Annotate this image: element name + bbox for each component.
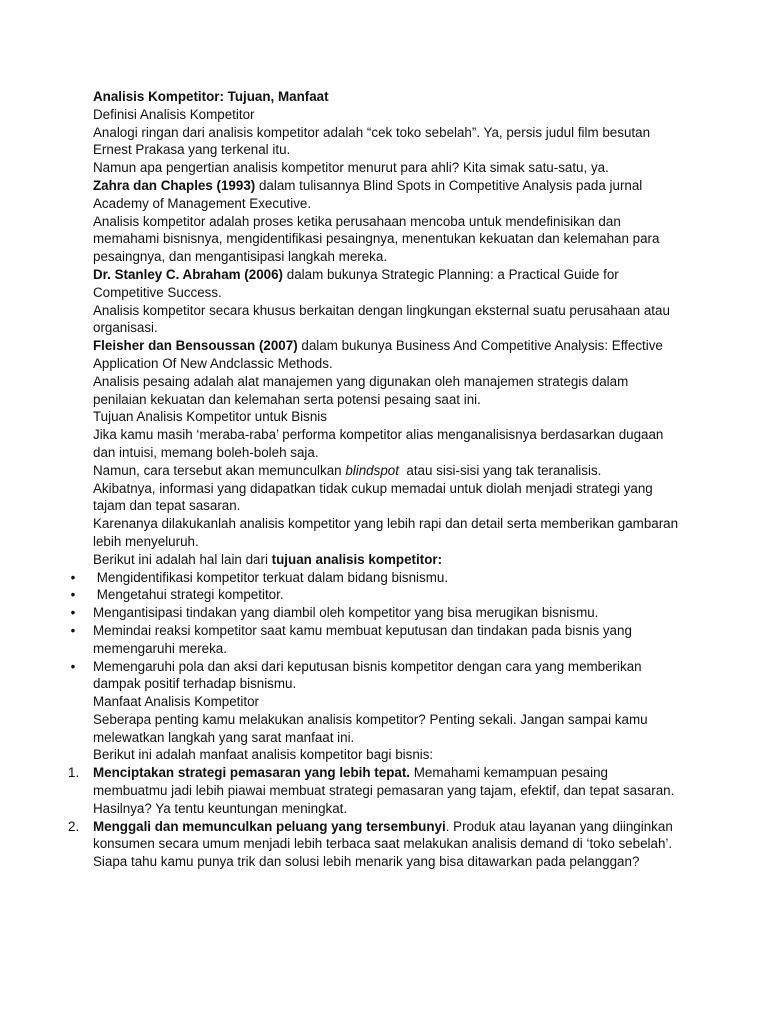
reference-author: Zahra dan Chaples (1993) (93, 177, 256, 193)
benefit-list (68, 764, 683, 853)
list-number: 1. (68, 765, 80, 781)
definition-fleisher: Analisis pesaing adalah alat manajemen yang digunakan oleh manajemen strategis dalam penilaian kekuatan dan kelemahan serta potensi pesaing saat ini. (93, 373, 629, 407)
purpose-list (70, 569, 683, 694)
definition-zahra: Analisis kompetitor adalah proses ketika perusahaan mencoba untuk mendefinisikan dan memahami bisnisnya, mengidentifikasi pesaingnya, menentukan kekuatan dan kelemahan para pesaingnya, dan mengantisipasi langkah mereka. (93, 213, 660, 265)
paragraph-therefore: Karenanya dilakukanlah analisis kompetitor yang lebih rapi dan detail serta memberikan gambaran lebih menyeluruh. (93, 516, 679, 549)
reference-author: Dr. Stanley C. Abraham (2006) (93, 266, 284, 282)
benefit-text: Memahami kemampuan pesaing membuatmu jadi lebih piawai membuat strategi pemasaran yang tajam, efektif, dan tepat sasaran. Hasilnya? Ya tentu keuntungan meningkat. (93, 765, 675, 816)
list-item-text: Mengidentifikasi kompetitor terkuat dalam bidang bisnismu. (93, 569, 449, 585)
list-item (70, 658, 683, 694)
document-title: Analisis Kompetitor: Tujuan, Manfaat (93, 89, 329, 104)
text-run: Berikut ini adalah hal lain dari (93, 551, 272, 567)
reference-abraham (93, 266, 683, 302)
heading-definition: Definisi Analisis Kompetitor (93, 106, 255, 122)
list-item (70, 586, 683, 604)
bold-term: tujuan analisis kompetitor: (271, 551, 443, 567)
paragraph-benefit-intro: Berikut ini adalah manfaat analisis kompetitor bagi bisnis: (93, 747, 434, 763)
list-item-text: Mengantisipasi tindakan yang diambil oleh kompetitor yang bisa merugikan bisnismu. (93, 605, 599, 621)
benefit-text: . Produk atau layanan yang diinginkan konsumen secara umum menjadi lebih terbaca saat melakukan analisis demand di ‘toko sebelah’. (93, 818, 673, 852)
list-item-text: Memengaruhi pola dan aksi dari keputusan bisnis kompetitor dengan cara yang memberikan dampak positif terhadap bisnismu. (93, 658, 642, 692)
bullet-marker: • (70, 569, 76, 585)
text-run: Namun, cara tersebut akan memunculkan (93, 462, 346, 478)
reference-zahra (93, 177, 683, 213)
list-item (70, 604, 683, 622)
paragraph-guess: Jika kamu masih ‘meraba-raba’ performa kompetitor alias menganalisisnya berdasarkan dugaan dan intuisi, memang boleh-boleh saja. (93, 427, 664, 460)
heading-benefit: Manfaat Analisis Kompetitor (93, 694, 259, 710)
benefit-title: Menciptakan strategi pemasaran yang lebih tepat. (93, 765, 411, 781)
document-body (68, 88, 683, 871)
text-run: atau sisi-sisi yang tak teranalisis. (398, 462, 602, 478)
list-item (68, 818, 683, 854)
paragraph-question: Namun apa pengertian analisis kompetitor menurut para ahli? Kita simak satu-satu, ya. (93, 160, 609, 176)
benefit-title: Menggali dan memunculkan peluang yang tersembunyi (93, 818, 446, 834)
reference-source: dalam bukunya Business And Competitive Analysis: Effective Application Of New Andclassic Methods. (93, 338, 663, 371)
list-number: 2. (68, 818, 80, 834)
bullet-marker: • (70, 622, 76, 638)
bullet-marker: • (70, 605, 76, 621)
list-item-text: Mengetahui strategi kompetitor. (93, 587, 284, 603)
reference-fleisher (93, 337, 683, 373)
reference-author: Fleisher dan Bensoussan (2007) (93, 338, 298, 354)
paragraph-result: Akibatnya, informasi yang didapatkan tidak cukup memadai untuk diolah menjadi strategi yang tajam dan tepat sasaran. (93, 480, 653, 514)
paragraph-analogy: Analogi ringan dari analisis kompetitor adalah “cek toko sebelah”. Ya, persis judul film besutan Ernest Prakasa yang terkenal itu. (93, 124, 651, 158)
paragraph-importance: Seberapa penting kamu melakukan analisis kompetitor? Penting sekali. Jangan sampai kamu melewatkan langkah yang sarat manfaat ini. (93, 711, 648, 745)
list-item (70, 622, 683, 658)
bullet-marker: • (70, 587, 76, 603)
list-item (70, 569, 683, 587)
list-item-text: Memindai reaksi kompetitor saat kamu membuat keputusan dan tindakan pada bisnis yang memengaruhi mereka. (93, 622, 632, 656)
list-item (68, 764, 683, 817)
paragraph-purpose-intro (93, 551, 683, 569)
bullet-marker: • (70, 658, 76, 674)
reference-source: dalam tulisannya Blind Spots in Competitive Analysis pada jurnal Academy of Management Executive. (93, 177, 643, 211)
heading-purpose: Tujuan Analisis Kompetitor untuk Bisnis (93, 409, 327, 425)
reference-source: dalam bukunya Strategic Planning: a Practical Guide for Competitive Success. (93, 266, 619, 300)
paragraph-closing: Siapa tahu kamu punya trik dan solusi lebih menarik yang bisa ditawarkan pada pelanggan? (93, 854, 640, 870)
definition-abraham: Analisis kompetitor secara khusus berkaitan dengan lingkungan eksternal suatu perusahaan atau organisasi. (93, 302, 670, 336)
paragraph-blindspot (93, 462, 683, 480)
italic-term: blindspot (345, 462, 399, 478)
